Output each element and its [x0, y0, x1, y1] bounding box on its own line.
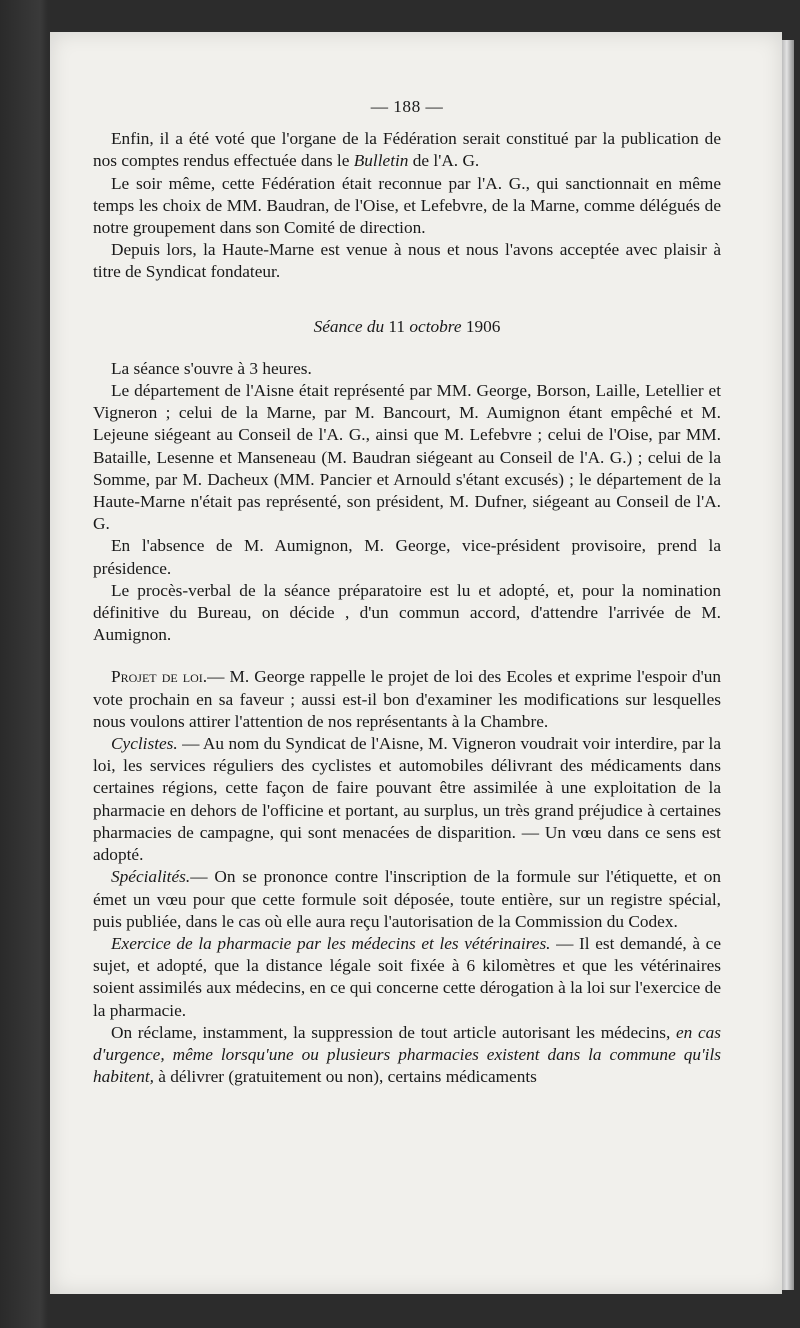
- italic-text: Exercice de la pharmacie par les médecins et les vétérinaires.: [111, 933, 551, 953]
- paragraph-session-opens: La séance s'ouvre à 3 heures.: [111, 358, 312, 378]
- italic-text: Séance du: [313, 316, 385, 336]
- text-run: de l'A. G.: [408, 151, 480, 171]
- paragraph-cyclistes: [93, 733, 721, 866]
- paragraph-federation-organ: [93, 128, 721, 172]
- paragraph-specialites: [93, 866, 721, 933]
- text-run: — On se prononce contre l'inscription de la formule sur l'étiquette, et on émet un vœu pour que cette formule soit déposée, toute entière, sur un registre spécial, puis publiée, dans le cas où elle aura reçu l'autorisation de la Commission du Codex.: [93, 867, 721, 931]
- text-run: 11: [384, 316, 410, 336]
- page-number: — 188 —: [370, 97, 444, 116]
- text-run: — M. George rappelle le projet de loi des Ecoles et exprime l'espoir d'un vote prochain en sa faveur ; aussi est-il bon d'examiner les modifications sur lesquelles nous voulons attirer l'attention de nos représentants à la Chambre.: [93, 667, 721, 731]
- italic-text: Spécialités.: [111, 867, 191, 887]
- text-run: Enfin, il a été voté que l'organe de la Fédération serait constitué par la publication de nos comptes rendus effectuée dans le: [93, 129, 721, 171]
- page-content: [93, 96, 721, 1088]
- text-run: à délivrer (gratuitement ou non), certains médicaments: [153, 1067, 537, 1087]
- page-edge: [782, 40, 794, 1290]
- text-run: — Il est demandé, à ce sujet, et adopté, que la distance légale soit fixée à 6 kilomètres et que les vétérinaires soient assimilés aux médecins, en ce qui concerne cette dérogation à la loi sur l'exercice de la pharmacie.: [93, 933, 721, 1020]
- paragraph-attendance: Le département de l'Aisne était représenté par MM. George, Borson, Laille, Letellier et Vigneron ; celui de la Marne, par M. Bancourt, M. Aumignon étant empêché et M. Lejeune siégeant au Conseil de l'A. G., ainsi que M. Lefebvre ; celui de l'Oise, par MM. Bataille, Lesenne et Manseneau (M. Baudran siégeant au Conseil de l'A. G.) ; celui de la Somme, par M. Dacheux (MM. Pancier et Arnould s'étant excusés) ; le département de la Haute-Marne n'était pas représenté, son président, M. Dufner, siégeant au Conseil de l'A. G.: [93, 381, 721, 534]
- italic-text: en cas d'urgence, même lorsqu'une ou plusieurs pharmacies existent dans la commune qu'ils habitent,: [93, 1022, 721, 1087]
- paragraph-haute-marne: Depuis lors, la Haute-Marne est venue à nous et nous l'avons acceptée avec plaisir à titre de Syndicat fondateur.: [93, 240, 721, 282]
- text-run: — Au nom du Syndicat de l'Aisne, M. Vigneron voudrait voir interdire, par la loi, les services réguliers des cyclistes et automobiles délivrant des médicaments dans certaines régions, cette façon de faire pouvant être assimilée à une exploitation de la pharmacie en dehors de l'officine et portant, au surplus, un très grand préjudice à certaines pharmacies de campagne, qui sont menacées de disparition. — Un vœu dans ce sens est adopté.: [93, 734, 721, 865]
- paragraph-exercice-pharmacie: [93, 933, 721, 1022]
- paragraph-presidency: En l'absence de M. Aumignon, M. George, vice-président provisoire, prend la présidence.: [93, 536, 721, 578]
- paragraph-projet-de-loi: [93, 666, 721, 733]
- text-run: On réclame, instamment, la suppression de tout article autorisant les médecins,: [111, 1022, 676, 1042]
- paragraph-minutes: Le procès-verbal de la séance préparatoire est lu et adopté, et, pour la nomination définitive du Bureau, on décide , d'un commun accord, d'attendre l'arrivée de M. Aumignon.: [93, 580, 721, 645]
- paragraph-urgence: [93, 1022, 721, 1089]
- paragraph-federation-recognized: Le soir même, cette Fédération était reconnue par l'A. G., qui sanctionnait en même temps les choix de MM. Baudran, de l'Oise, et Lefebvre, de la Marne, comme délégués de notre groupement dans son Comité de direction.: [93, 173, 721, 238]
- session-title: [93, 316, 721, 338]
- italic-text: Bulletin: [353, 151, 409, 171]
- italic-text: Cyclistes.: [111, 734, 178, 754]
- italic-text: octobre: [409, 316, 462, 336]
- text-run: 1906: [461, 316, 501, 336]
- small-caps-heading: Projet de loi.: [111, 667, 208, 687]
